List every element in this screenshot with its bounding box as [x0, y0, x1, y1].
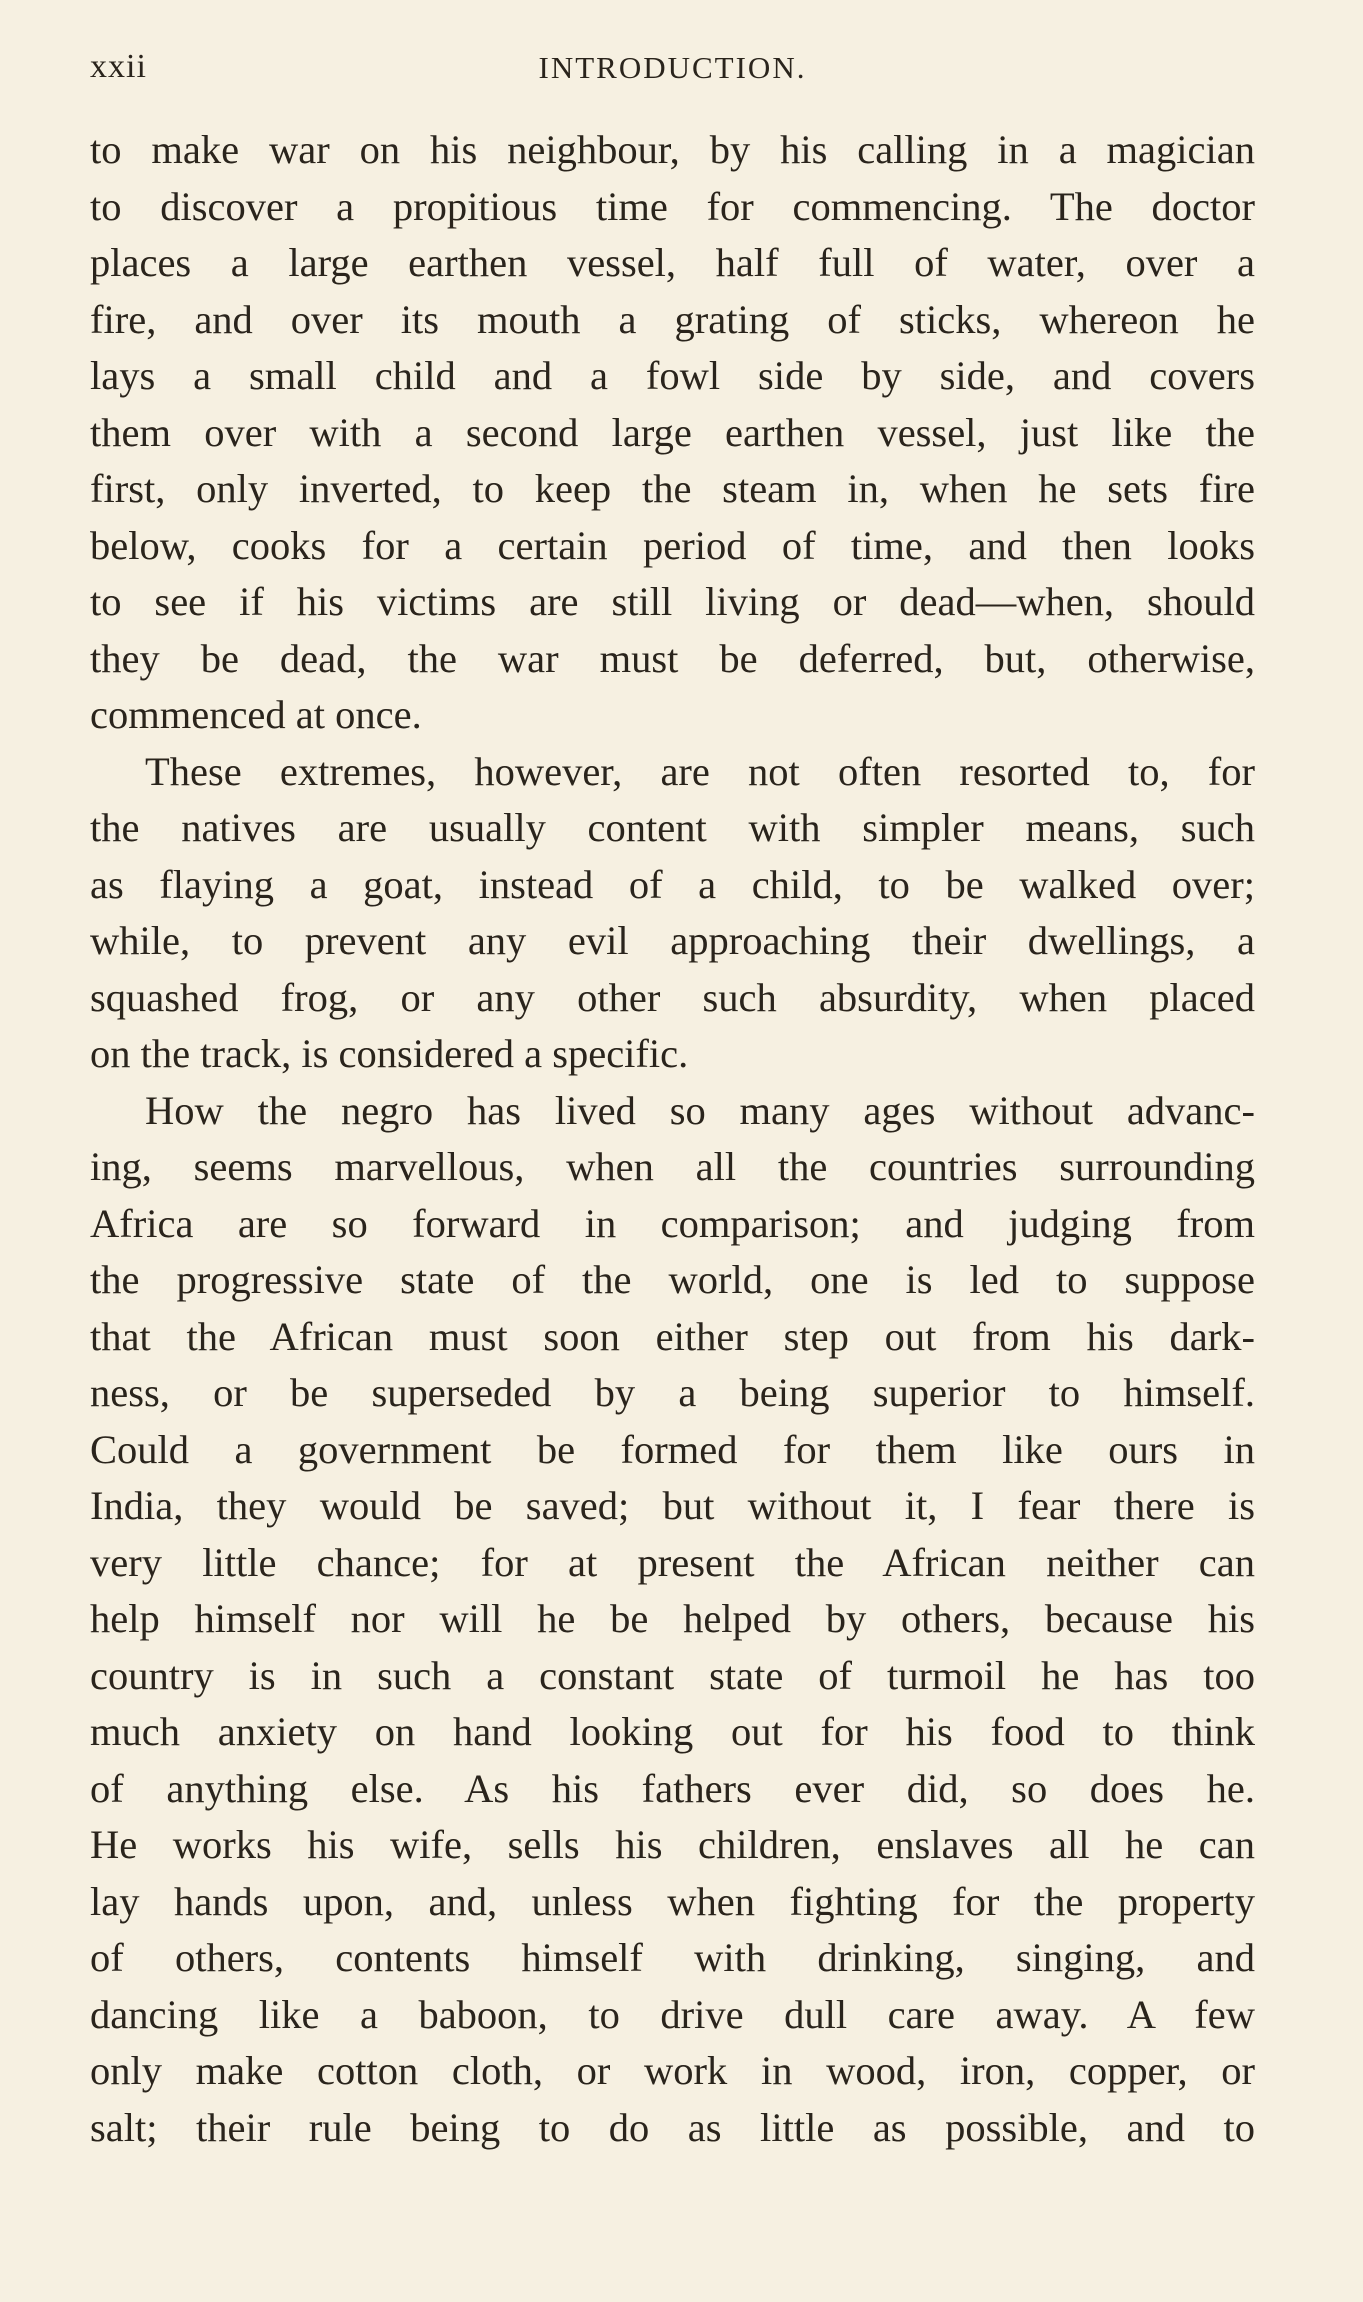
text-line: they be dead, the war must be deferred, but, otherwise, [90, 635, 1255, 681]
text-line: first, only inverted, to keep the steam in, when he sets fire [90, 466, 1255, 511]
paragraph [90, 122, 1255, 744]
text-line: He works his wife, sells his children, enslaves all he can [90, 1822, 1255, 1867]
text-line: fire, and over its mouth a grating of sticks, whereon he [90, 296, 1255, 342]
text-line: commenced at once. [90, 692, 422, 737]
text-line: ing, seems marvellous, when all the countries surrounding [90, 1144, 1255, 1189]
text-line: salt; their rule being to do as little as possible, and to [90, 2104, 1255, 2150]
text-line: the natives are usually content with simpler means, such [90, 805, 1255, 850]
text-line: as flaying a goat, instead of a child, to be walked over; [90, 861, 1255, 907]
text-line: lays a small child and a fowl side by side, and covers [90, 353, 1255, 398]
text-line: ness, or be superseded by a being superior to himself. [90, 1370, 1255, 1415]
text-line: to discover a propitious time for commencing. The doctor [90, 183, 1255, 229]
text-line: that the African must soon either step out from his dark- [90, 1313, 1255, 1359]
running-head: INTRODUCTION. [538, 50, 807, 85]
paragraph [90, 1083, 1255, 2157]
text-line: lay hands upon, and, unless when fighting for the property [90, 1878, 1255, 1924]
text-line: them over with a second large earthen vessel, just like the [90, 409, 1255, 455]
text-line: below, cooks for a certain period of time, and then looks [90, 522, 1255, 568]
paragraph [90, 744, 1255, 1083]
text-line: Africa are so forward in comparison; and judging from [90, 1200, 1255, 1246]
text-line: only make cotton cloth, or work in wood, iron, copper, or [90, 2048, 1255, 2093]
text-line: help himself nor will he be helped by others, because his [90, 1596, 1255, 1641]
text-line: to make war on his neighbour, by his calling in a magician [90, 127, 1255, 172]
text-line: while, to prevent any evil approaching their dwellings, a [90, 918, 1255, 963]
text-line: much anxiety on hand looking out for his food to think [90, 1709, 1255, 1754]
page-header [90, 38, 1255, 98]
text-line: dancing like a baboon, to drive dull care away. A few [90, 1991, 1255, 2037]
text-line: very little chance; for at present the African neither can [90, 1539, 1255, 1585]
text-line: India, they would be saved; but without it, I fear there is [90, 1483, 1255, 1528]
text-line: country is in such a constant state of turmoil he has too [90, 1652, 1255, 1698]
text-line: to see if his victims are still living or dead—when, should [90, 579, 1255, 624]
body-text [90, 122, 1255, 2156]
text-line: places a large earthen vessel, half full of water, over a [90, 240, 1255, 285]
text-line: of anything else. As his fathers ever did, so does he. [90, 1765, 1255, 1811]
text-line: Could a government be formed for them like ours in [90, 1426, 1255, 1472]
text-line: of others, contents himself with drinking, singing, and [90, 1935, 1255, 1980]
text-line: on the track, is considered a specific. [90, 1031, 689, 1076]
text-line: the progressive state of the world, one is led to suppose [90, 1257, 1255, 1302]
text-line: How the negro has lived so many ages without advanc- [145, 1087, 1255, 1133]
text-line: squashed frog, or any other such absurdity, when placed [90, 974, 1255, 1020]
text-line: These extremes, however, are not often resorted to, for [145, 748, 1255, 794]
page-number: xxii [90, 48, 147, 85]
